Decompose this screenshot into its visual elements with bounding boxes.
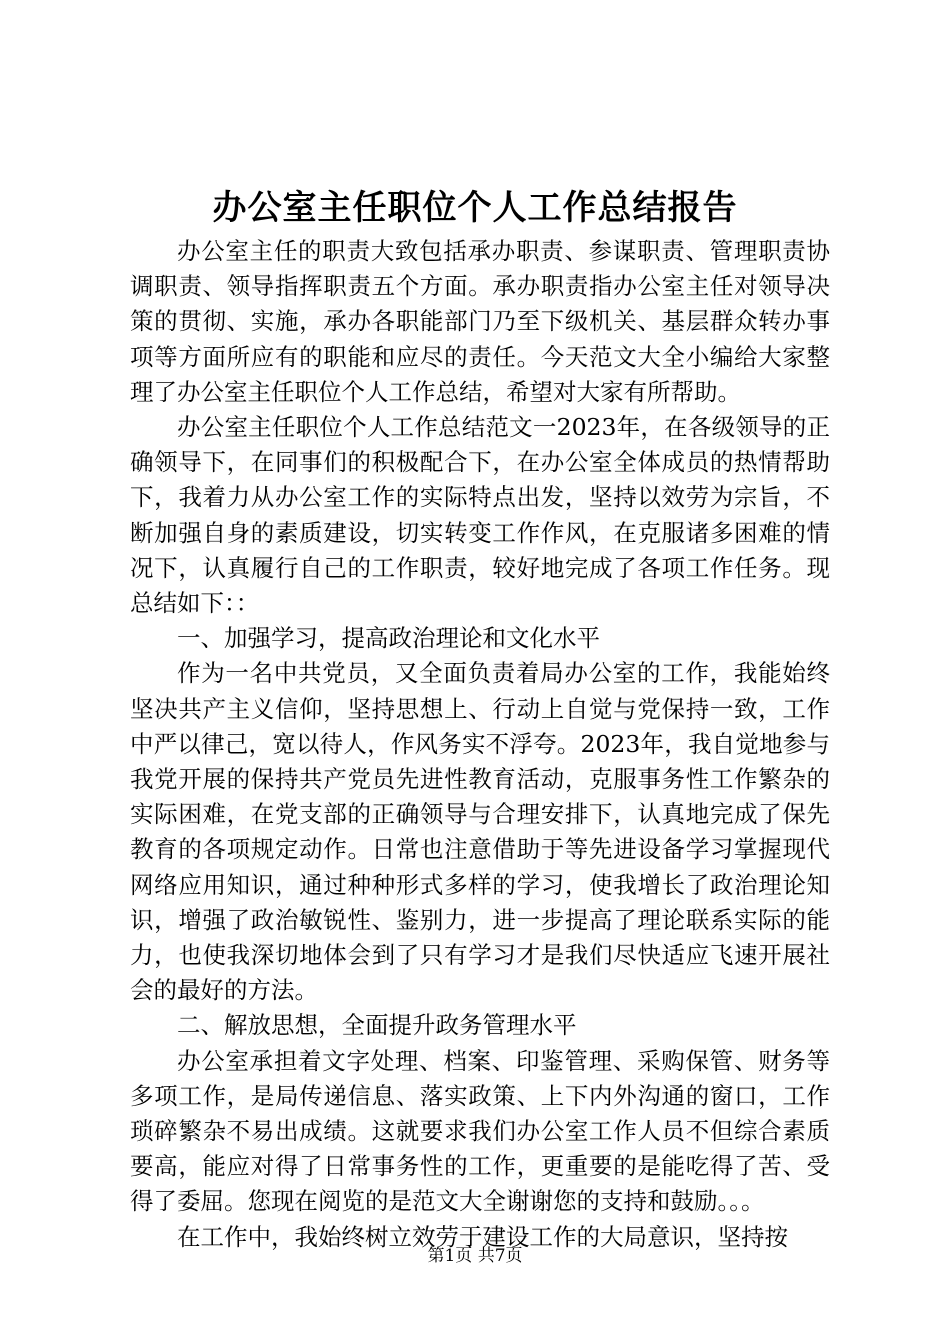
section-heading-2: 二、解放思想，全面提升政务管理水平 [177, 1011, 577, 1040]
page-number-footer: 第1页 共7页 [427, 1246, 523, 1266]
paragraph-office-duties: 办公室承担着文字处理、档案、印鉴管理、采购保管、财务等多项工作，是局传递信息、落实政策、上下内外沟通的窗口，工作琐碎繁杂不易出成绩。这就要求我们办公室工作人员不但综合素质要高，能应对得了日常事务性的工作，更重要的是能吃得了苦、受得了委屈。您现在阅览的是范文大全谢谢您的支持和鼓励。。。 [130, 1046, 830, 1216]
paragraph-study: 作为一名中共党员，又全面负责着局办公室的工作，我能始终坚决共产主义信仰，坚持思想上、行动上自觉与党保持一致，工作中严以律己，宽以待人，作风务实不浮夸。2023年，我自觉地参与我党开展的保持共产党员先进性教育活动，克服事务性工作繁杂的实际困难，在党支部的正确领导与合理安排下，认真地完成了保先教育的各项规定动作。日常也注意借助于等先进设备学习掌握现代网络应用知识，通过种种形式多样的学习，使我增长了政治理论知识，增强了政治敏锐性、鉴别力，进一步提高了理论联系实际的能力，也使我深切地体会到了只有学习才是我们尽快适应飞速开展社会的最好的方法。 [130, 659, 830, 1005]
paragraph-work-attitude: 在工作中，我始终树立效劳于建设工作的大局意识，坚持按 [177, 1222, 788, 1251]
document-title: 办公室主任职位个人工作总结报告 [212, 188, 738, 228]
paragraph-intro: 办公室主任的职责大致包括承办职责、参谋职责、管理职责协调职责、领导指挥职责五个方面。承办职责指办公室主任对领导决策的贯彻、实施，承办各职能部门乃至下级机关、基层群众转办事项等方面所应有的职能和应尽的责任。今天范文大全小编给大家整理了办公室主任职位个人工作总结，希望对大家有所帮助。 [130, 237, 830, 406]
document-body [130, 234, 830, 1255]
section-heading-1: 一、加强学习，提高政治理论和文化水平 [177, 624, 600, 653]
paragraph-summary-opening: 办公室主任职位个人工作总结范文一2023年，在各级领导的正确领导下，在同事们的积极配合下，在办公室全体成员的热情帮助下，我着力从办公室工作的实际特点出发，坚持以效劳为宗旨，不断加强自身的素质建设，切实转变工作作风，在克服诸多困难的情况下，认真履行自己的工作职责，较好地完成了各项工作任务。现总结如下：： [130, 413, 830, 618]
